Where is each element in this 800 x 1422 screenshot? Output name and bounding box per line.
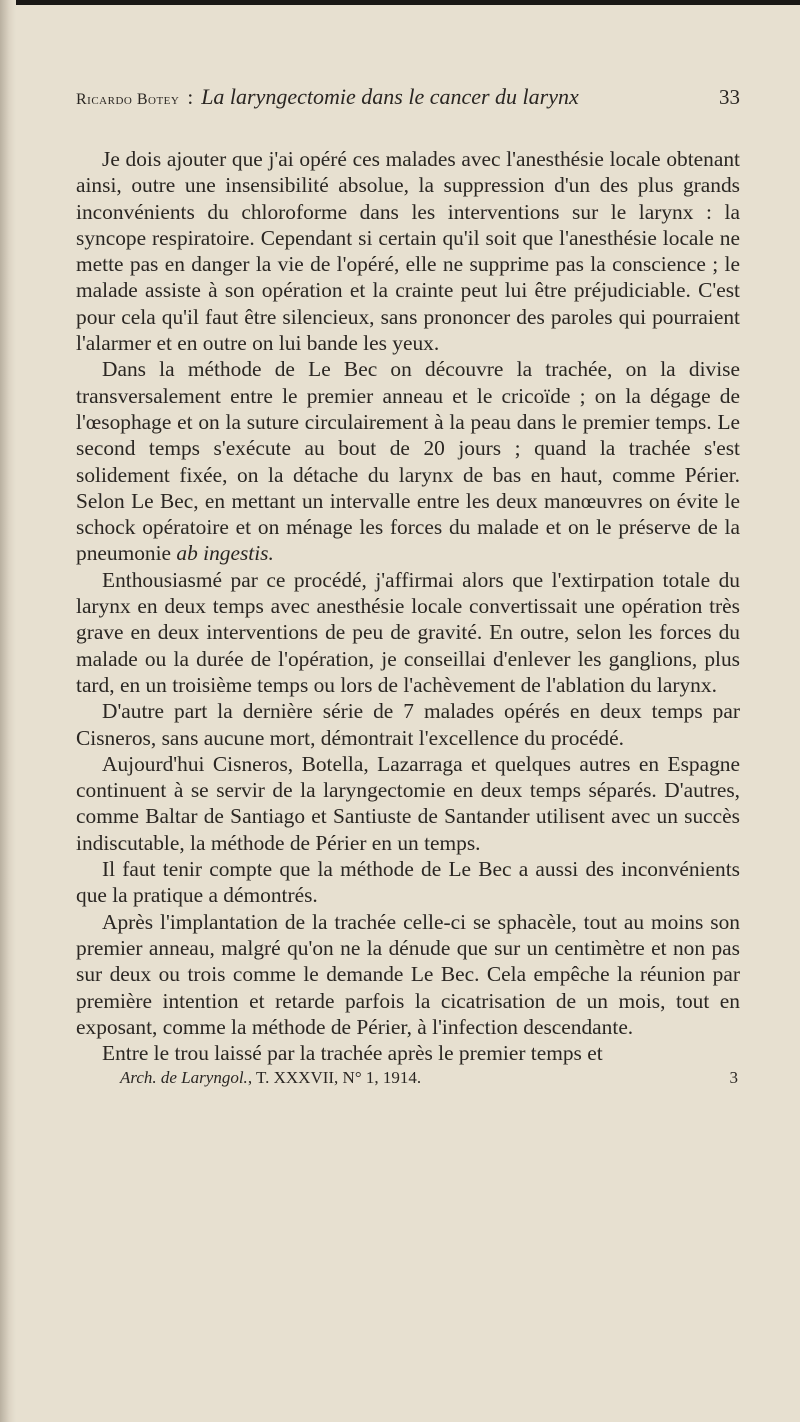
scan-edge-left [0, 0, 16, 1422]
paragraph: D'autre part la dernière série de 7 malades opérés en deux temps par Cisneros, sans aucune mort, démontrait l'excellence du procédé. [76, 699, 740, 750]
footer-signature: 3 [729, 1068, 738, 1088]
scan-edge-top [0, 0, 800, 5]
header-author: Ricardo Botey [76, 91, 180, 108]
page-footer [76, 1068, 740, 1088]
body-text [76, 146, 740, 1066]
page-number: 33 [719, 85, 740, 109]
running-head [76, 84, 579, 110]
footer-journal [120, 1068, 421, 1088]
running-header [76, 84, 740, 124]
header-separator: : [187, 85, 194, 109]
latin-phrase: ab ingestis. [176, 541, 274, 566]
paragraph [76, 356, 740, 566]
footer-journal-details: , T. XXXVII, N° 1, 1914. [247, 1068, 422, 1088]
book-page [76, 84, 740, 1088]
paragraph: Entre le trou laissé par la trachée après le premier temps et [102, 1041, 603, 1066]
paragraph: Je dois ajouter que j'ai opéré ces malades avec l'anesthésie locale obtenant ainsi, outre une insensibilité absolue, la suppression d'un des plus grands inconvénients du chloroforme dans les interventions sur le larynx : la syncope respiratoire. Cependant si certain qu'il soit que l'anesthésie locale ne mette pas en danger la vie de l'opéré, elle ne supprime pas la conscience ; le malade assiste à son opération et la crainte peut lui être préjudiciable. C'est pour cela qu'il faut être silencieux, sans prononcer des paroles qui pourraient l'alarmer et en outre on lui bande les yeux. [76, 147, 740, 356]
footer-journal-name: Arch. de Laryngol. [120, 1068, 248, 1088]
paragraph: Il faut tenir compte que la méthode de Le Bec a aussi des inconvénients que la pratique a démontrés. [76, 857, 740, 908]
paragraph: Enthousiasmé par ce procédé, j'affirmai alors que l'extirpation totale du larynx en deux temps avec anesthésie locale convertissait une opération très grave en deux interventions de peu de gravité. En outre, selon les forces du malade ou la durée de l'opération, je conseillai d'enlever les ganglions, plus tard, en un troisième temps ou lors de l'achèvement de l'ablation du larynx. [76, 567, 740, 697]
paragraph-text: Dans la méthode de Le Bec on découvre la trachée, on la divise transversalement entre le premier anneau et le cricoïde ; on la dégage de l'œsophage et on la suture circulairement à la peau dans le premier temps. Le second temps s'exécute au bout de 20 jours ; quand la trachée s'est solidement fixée, on la détache du larynx de bas en haut, comme Périer. Selon Le Bec, en mettant un intervalle entre les deux manœuvres on évite le schock opératoire et on ménage les forces du malade et on le préserve de la pneumonie [76, 357, 740, 566]
paragraph: Aujourd'hui Cisneros, Botella, Lazarraga et quelques autres en Espagne continuent à se servir de la laryngectomie en deux temps séparés. D'autres, comme Baltar de Santiago et Santiuste de Santander utilisent avec un succès indiscutable, la méthode de Périer en un temps. [76, 751, 740, 855]
header-title: La laryngectomie dans le cancer du larynx [201, 84, 579, 109]
paragraph: Après l'implantation de la trachée celle-ci se sphacèle, tout au moins son premier anneau, malgré qu'on ne la dénude que sur un centimètre et non pas sur deux ou trois comme le demande Le Bec. Cela empêche la réunion par première intention et retarde parfois la cicatrisation de un mois, tout en exposant, comme la méthode de Périer, à l'infection descendante. [76, 909, 740, 1039]
